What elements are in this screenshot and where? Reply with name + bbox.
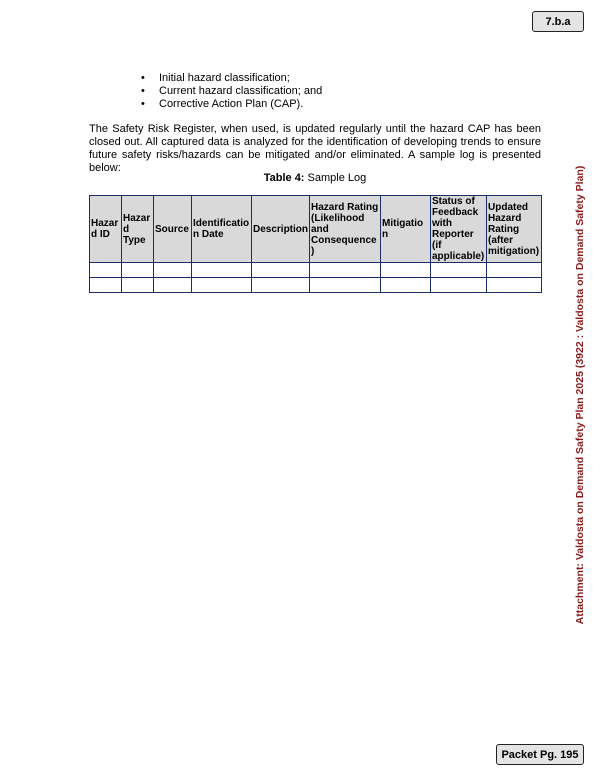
header-source: Source (154, 196, 192, 263)
table-cell (487, 263, 542, 278)
table-cell (252, 263, 310, 278)
table-cell (154, 263, 192, 278)
sample-log-table (89, 195, 542, 293)
table-caption (89, 172, 541, 184)
table-cell (487, 278, 542, 293)
table-cell (192, 263, 252, 278)
header-hazard-id: Hazar d ID (90, 196, 122, 263)
table-row (90, 278, 542, 293)
table-cell (381, 278, 431, 293)
header-hazard-type: Hazar d Type (122, 196, 154, 263)
table-cell (381, 263, 431, 278)
header-feedback-status: Status of Feedback with Reporter (if applicable) (431, 196, 487, 263)
header-updated-rating: Updated Hazard Rating (after mitigation) (487, 196, 542, 263)
list-item: • Initial hazard classification; (138, 72, 322, 85)
attachment-tag: 7.b.a (532, 11, 584, 32)
table-row (90, 263, 542, 278)
table-cell (431, 263, 487, 278)
table-cell (122, 278, 154, 293)
table-cell (431, 278, 487, 293)
body-paragraph: The Safety Risk Register, when used, is updated regularly until the hazard CAP has been closed out. All captured data is analyzed for the identification of developing trends to ensure future safety risks/hazards can be mitigated and/or eliminated. A sample log is presented below: (89, 123, 541, 174)
table-cell (252, 278, 310, 293)
table-cell (90, 263, 122, 278)
table-caption-label: Table 4: (263, 172, 305, 184)
packet-page-number: Packet Pg. 195 (496, 744, 584, 765)
header-identification-date: Identificatio n Date (192, 196, 252, 263)
header-hazard-rating: Hazard Rating (Likelihood and Consequence) (310, 196, 381, 263)
bullet-list (138, 72, 322, 111)
list-item: • Corrective Action Plan (CAP). (138, 98, 322, 111)
list-item: • Current hazard classification; and (138, 85, 322, 98)
table-cell (192, 278, 252, 293)
table-cell (122, 263, 154, 278)
table-cell (154, 278, 192, 293)
table-cell (310, 278, 381, 293)
table-cell (90, 278, 122, 293)
table-header-row (90, 196, 542, 263)
table-caption-text: Sample Log (307, 172, 367, 184)
header-mitigation: Mitigation (381, 196, 431, 263)
table-cell (310, 263, 381, 278)
attachment-side-label: Attachment: Valdosta on Demand Safety Plan 2025 (3922 : Valdosta on Demand Safety Plan) (574, 165, 586, 625)
header-description: Description (252, 196, 310, 263)
